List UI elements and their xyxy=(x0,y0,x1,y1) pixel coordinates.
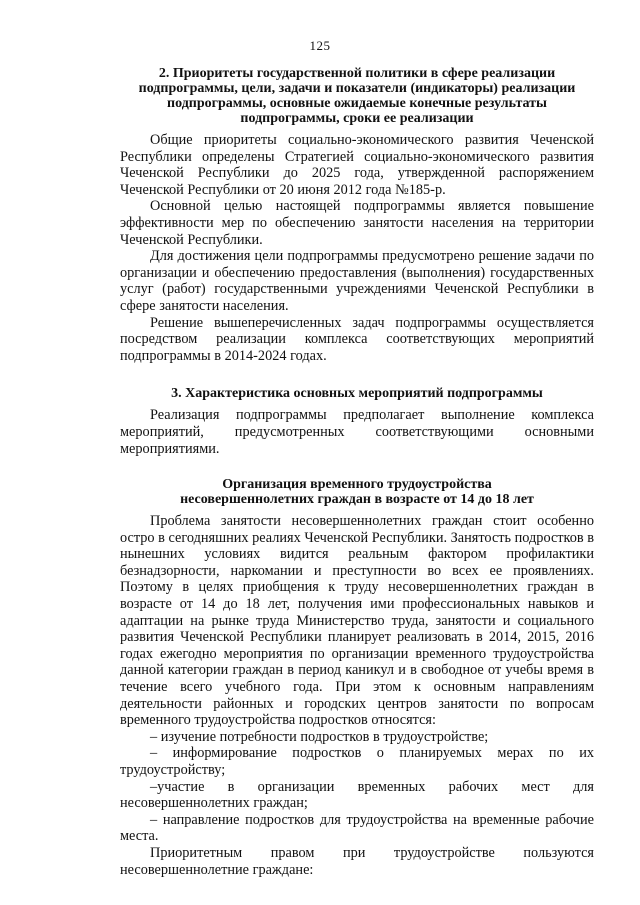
list-item: –участие в организации временных рабочих мест для несовершеннолетних граждан; xyxy=(120,778,594,812)
paragraph: Общие приоритеты социально-экономического развития Чеченской Республики определены Стратегией социально-экономического развития Чеченской Республики до 2025 года, утвержденной распоряжением Чеченской Республики от 20 июня 2012 года №185-р. xyxy=(120,132,594,198)
paragraph: Реализация подпрограммы предполагает выполнение комплекса мероприятий, предусмотренных соответствующими основными мероприятиями. xyxy=(120,407,594,457)
paragraph: Решение вышеперечисленных задач подпрограммы осуществляется посредством реализации комплекса соответствующих мероприятий подпрограммы в 2014-2024 годах. xyxy=(120,314,594,364)
page-content xyxy=(120,66,594,878)
paragraph: Проблема занятости несовершеннолетних граждан стоит особенно остро в сегодняшних реалиях Чеченской Республики. Занятость подростков в нынешних условиях видится реальным фактором профилактики безнадзорности, наркомании и преступности во всех ее проявлениях. Поэтому в целях приобщения к труду несовершеннолетних граждан в возрасте от 14 до 18 лет, получения ими профессиональных навыков и адаптации на рынке труда Министерство труда, занятости и социального развития Чеченской Республики планирует реализовать в 2014, 2015, 2016 годах ежегодно мероприятия по организации временного трудоустройства данной категории граждан в период каникул и в свободное от учебы время в течение всего учебного года. При этом к основным направлениям деятельности районных и городских центров занятости по вопросам временного трудоустройства подростков относятся: xyxy=(120,513,594,729)
list-item: – направление подростков для трудоустройства на временные рабочие места. xyxy=(120,811,594,845)
subsection-heading xyxy=(120,477,594,507)
page-number: 125 xyxy=(309,38,331,53)
list-item: – информирование подростков о планируемых мерах по их трудоустройству; xyxy=(120,745,594,778)
list-item: – изучение потребности подростков в трудоустройстве; xyxy=(150,728,489,745)
paragraph: Приоритетным правом при трудоустройстве пользуются несовершеннолетние граждане: xyxy=(120,844,594,878)
section-3-heading: 3. Характеристика основных мероприятий подпрограммы xyxy=(171,386,543,402)
heading-line: подпрограммы, сроки ее реализации xyxy=(240,111,474,126)
paragraph: Для достижения цели подпрограммы предусмотрено решение задачи по организации и обеспечению предоставления (выполнения) государственных услуг (работ) государственными учреждениями Чеченской Республики в сфере занятости населения. xyxy=(120,248,594,314)
heading-line: Организация временного трудоустройства xyxy=(222,477,492,493)
heading-line: 2. Приоритеты государственной политики в сфере реализации xyxy=(158,66,556,81)
heading-line: подпрограммы, цели, задачи и показатели (индикаторы) реализации xyxy=(138,81,576,96)
section-2-heading xyxy=(120,66,594,126)
paragraph: Основной целью настоящей подпрограммы является повышение эффективности мер по обеспечению занятости населения на территории Чеченской Республики. xyxy=(120,198,594,248)
heading-line: подпрограммы, основные ожидаемые конечные результаты xyxy=(167,96,547,111)
heading-line: несовершеннолетних граждан в возрасте от 14 до 18 лет xyxy=(180,492,534,508)
